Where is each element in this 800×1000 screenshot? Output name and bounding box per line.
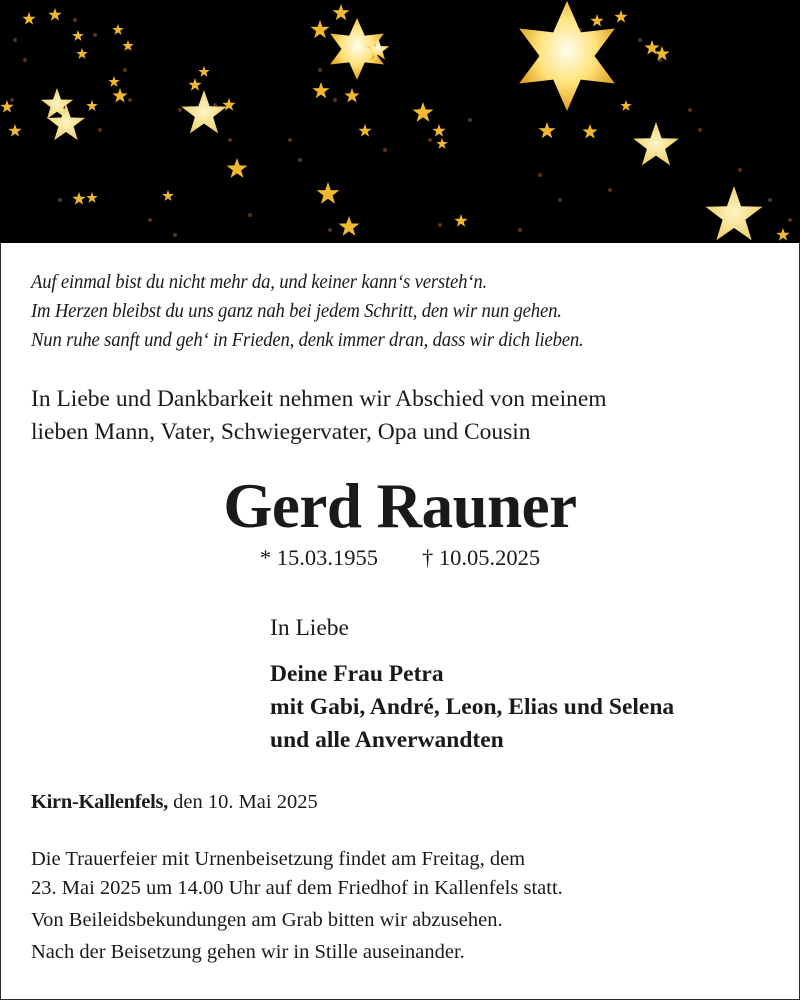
poem-line: Nun ruhe sanft und geh‘ in Frieden, denk immer dran, dass wir dich lieben. xyxy=(31,330,584,351)
intro-text xyxy=(31,383,607,449)
deceased-name: Gerd Rauner xyxy=(223,471,577,541)
mourner-line: und alle Anverwandten xyxy=(270,727,504,753)
ceremony-line: Die Trauerfeier mit Urnenbeisetzung findet am Freitag, dem xyxy=(31,848,526,870)
poem-line: Im Herzen bleibst du uns ganz nah bei jedem Schritt, den wir nun gehen. xyxy=(31,301,562,322)
poem-line: Auf einmal bist du nicht mehr da, und keiner kann‘s versteh‘n. xyxy=(31,272,488,293)
mourner-line: Deine Frau Petra xyxy=(270,661,444,687)
date: den 10. Mai 2025 xyxy=(173,791,318,813)
intro-line: In Liebe und Dankbarkeit nehmen wir Abschied von meinem xyxy=(31,386,607,412)
mourners-salutation: In Liebe xyxy=(270,615,349,641)
mourner-line: mit Gabi, André, Leon, Elias und Selena xyxy=(270,694,675,720)
stars-icon xyxy=(0,0,800,243)
life-dates xyxy=(0,543,800,573)
condolences-note: Von Beileidsbekundungen am Grab bitten wir abzusehen. xyxy=(31,909,503,931)
ceremony-info xyxy=(31,845,563,903)
star-banner xyxy=(0,0,800,243)
ceremony-line: 23. Mai 2025 um 14.00 Uhr auf dem Friedhof in Kallenfels statt. xyxy=(31,877,563,899)
intro-line: lieben Mann, Vater, Schwiegervater, Opa und Cousin xyxy=(31,419,531,445)
funeral-info xyxy=(31,845,563,967)
poem xyxy=(31,268,584,355)
mourners-list xyxy=(270,658,674,757)
birth-date: * 15.03.1955 xyxy=(259,545,378,570)
closing-note: Nach der Beisetzung gehen wir in Stille auseinander. xyxy=(31,941,465,963)
place-and-date xyxy=(31,788,318,816)
place: Kirn-Kallenfels, xyxy=(31,791,168,813)
death-date: † 10.05.2025 xyxy=(422,545,541,570)
